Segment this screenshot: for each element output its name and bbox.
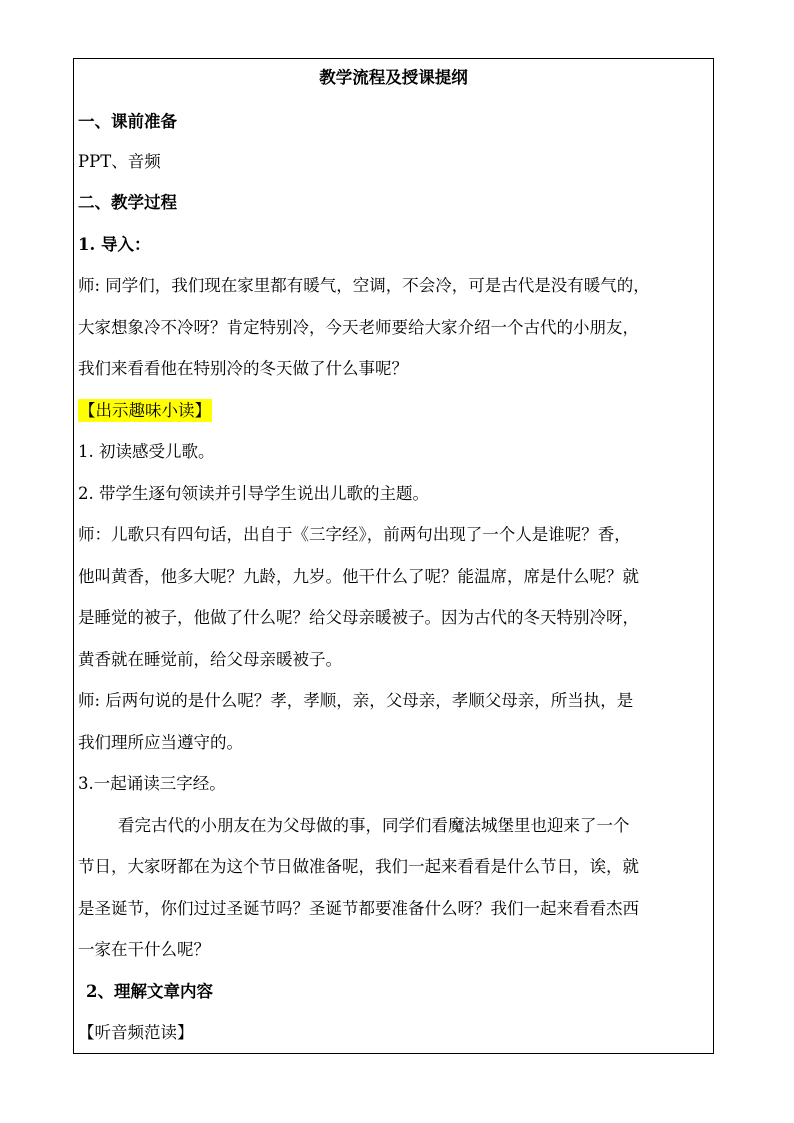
prep-heading: 一、课前准备 <box>78 112 177 131</box>
understand-heading: 2、理解文章内容 <box>86 982 213 1001</box>
page-title: 教学流程及授课提纲 <box>319 68 468 87</box>
intro-line-3: 我们来看看他在特别冷的冬天做了什么事呢？ <box>78 359 408 378</box>
paragraph-line-3: 是圣诞节，你们过过圣诞节吗？圣诞节都要准备什么呀？我们一起来看看杰西 <box>78 899 639 918</box>
teacher-line-1: 师：儿歌只有四句话，出自于《三字经》，前两句出现了一个人是谁呢？香， <box>78 525 631 544</box>
prep-items: PPT、音频 <box>78 152 161 171</box>
teacher-line-6: 我们理所应当遵守的。 <box>78 733 243 752</box>
intro-heading: 1. 导入： <box>78 235 151 254</box>
highlight-marker: 【出示趣味小读】 <box>79 401 211 420</box>
step-1: 1. 初读感受儿歌。 <box>78 442 215 461</box>
step-2: 2. 带学生逐句领读并引导学生说出儿歌的主题。 <box>78 484 429 503</box>
teacher-line-4: 黄香就在睡觉前，给父母亲暖被子。 <box>78 650 342 669</box>
teacher-line-5: 师: 后两句说的是什么呢？孝，孝顺，亲，父母亲，孝顺父母亲，所当执，是 <box>78 691 634 710</box>
listen-label: 【听音频范读】 <box>78 1023 194 1042</box>
intro-line-1: 师: 同学们，我们现在家里都有暖气，空调，不会冷，可是古代是没有暖气的， <box>78 276 650 295</box>
paragraph-line-2: 节日，大家呀都在为这个节日做准备呢，我们一起来看看是什么节日，诶，就 <box>78 857 639 876</box>
teacher-line-3: 是睡觉的被子，他做了什么呢？给父母亲暖被子。因为古代的冬天特别冷呀， <box>78 608 639 627</box>
teacher-line-2: 他叫黄香，他多大呢？九龄，九岁。他干什么了呢？能温席，席是什么呢？就 <box>78 567 639 586</box>
paragraph-line-4: 一家在干什么呢？ <box>78 940 210 959</box>
process-heading: 二、教学过程 <box>78 193 177 212</box>
intro-line-2: 大家想象冷不冷呀？肯定特别冷，今天老师要给大家介绍一个古代的小朋友， <box>78 318 639 337</box>
paragraph-line-1: 看完古代的小朋友在为父母做的事，同学们看魔法城堡里也迎来了一个 <box>118 816 630 835</box>
highlight-label <box>78 401 212 421</box>
step-3: 3.一起诵读三字经。 <box>78 774 226 793</box>
